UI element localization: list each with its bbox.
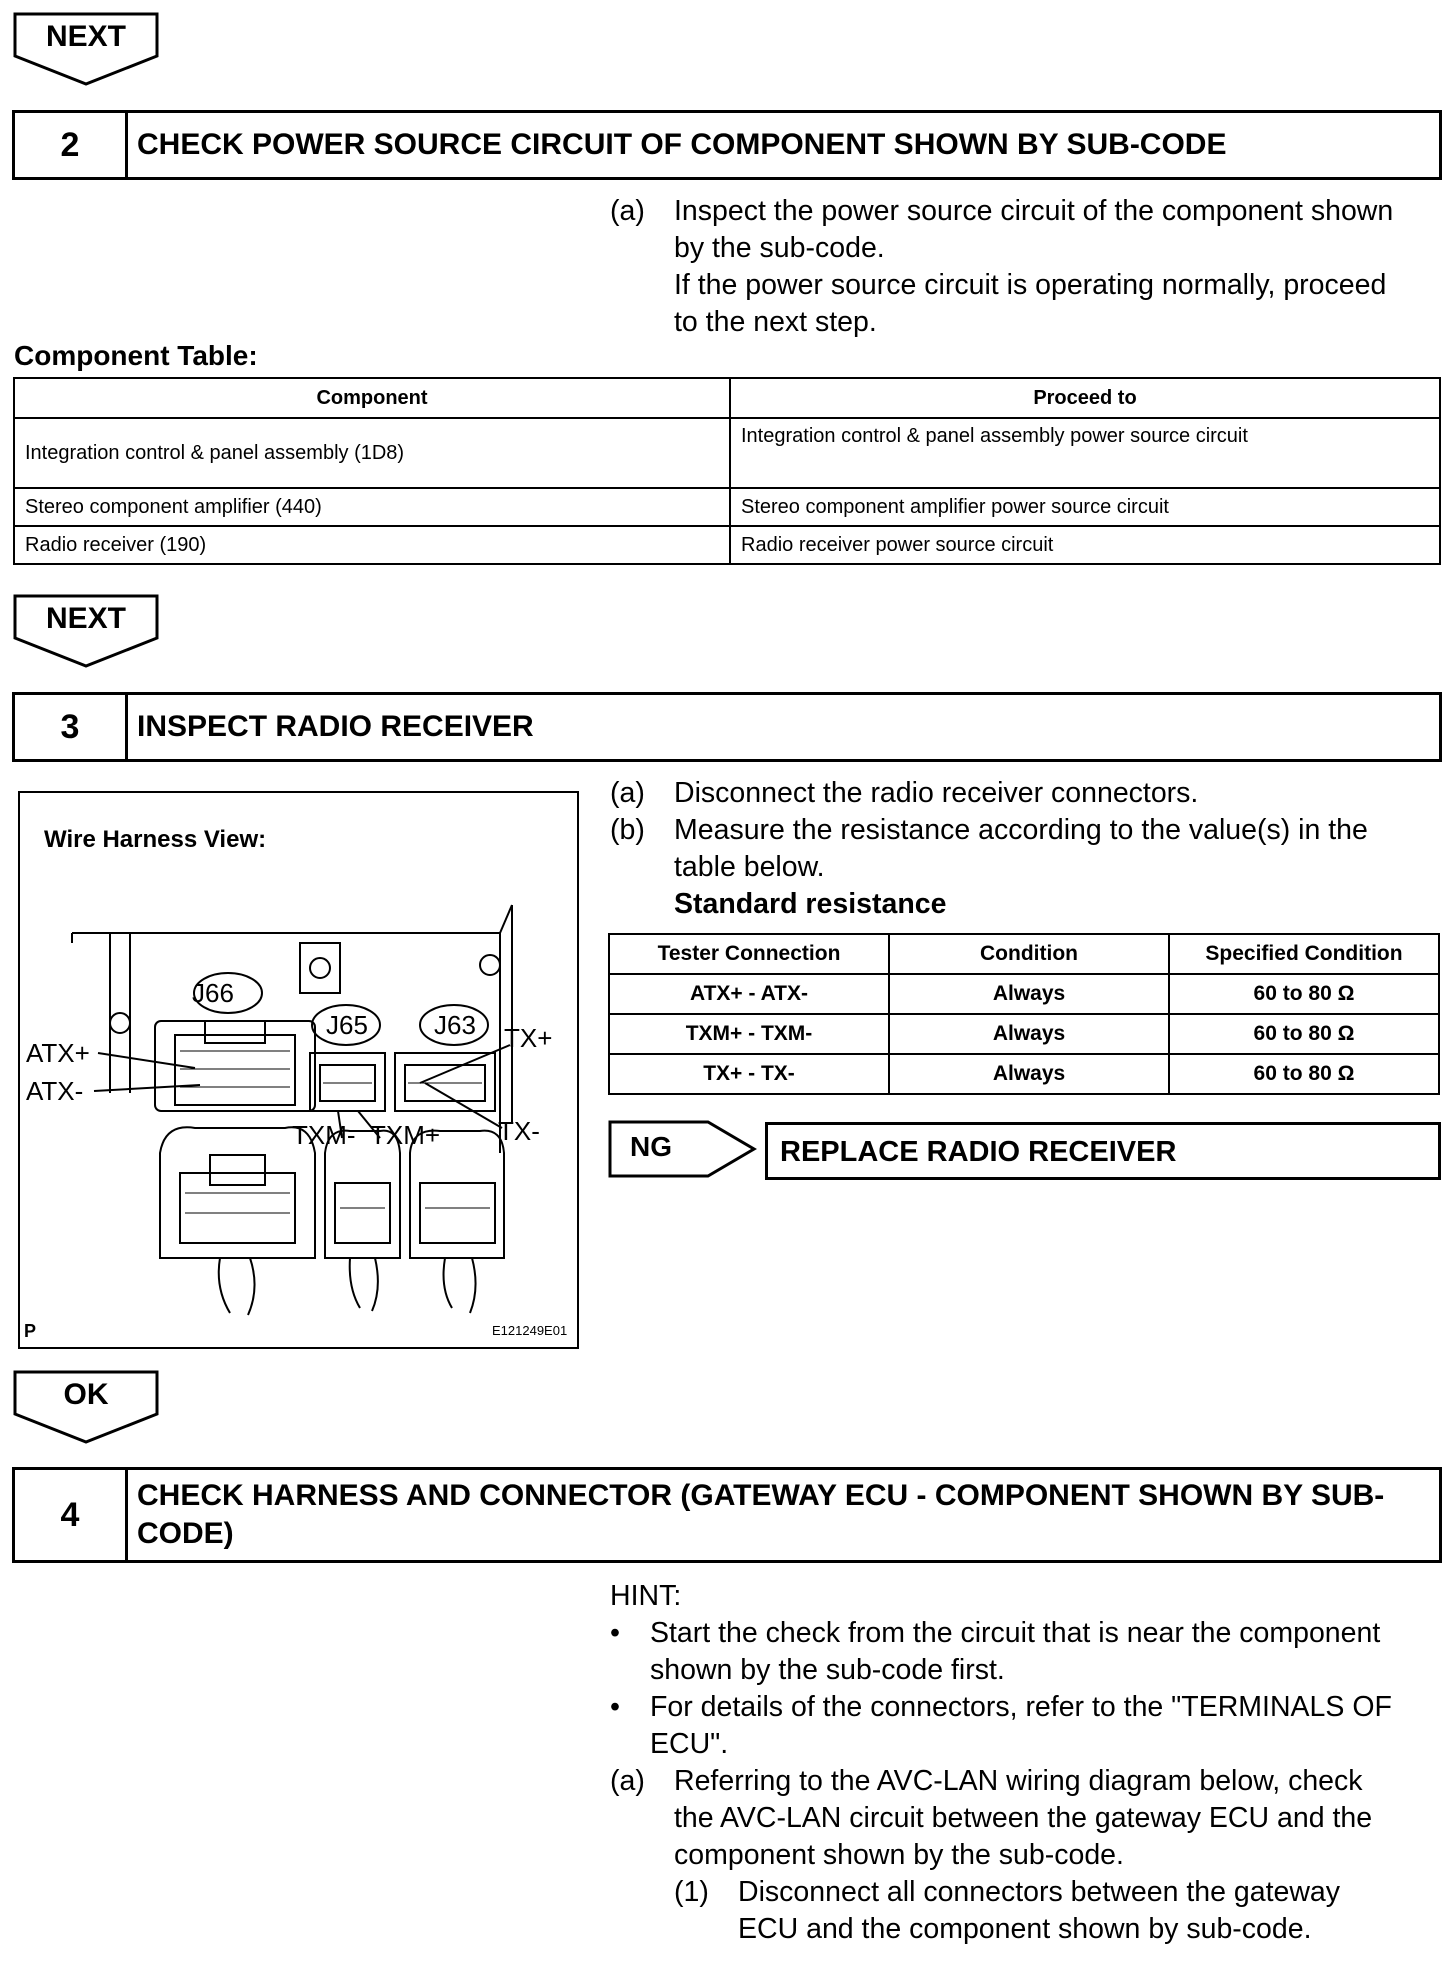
connector-j63-label: J63 — [434, 1010, 476, 1040]
item-text: Measure the resistance according to the value(s) in the — [674, 814, 1368, 846]
pin-tx-minus-label: TX- — [498, 1116, 540, 1146]
step-3-item-b — [610, 812, 1440, 886]
table-row — [14, 488, 1440, 526]
table-row — [609, 1054, 1439, 1094]
pin-atx-minus-label: ATX- — [26, 1076, 84, 1106]
step-2-header — [12, 110, 1442, 180]
pin-txm-plus-label: TXM+ — [370, 1120, 441, 1150]
step-4-instructions — [610, 1578, 1440, 1948]
next-tag-top[interactable] — [13, 12, 159, 86]
item-text: to the next step. — [674, 306, 877, 338]
table-cell: Integration control & panel assembly power source circuit — [730, 418, 1440, 488]
table-cell: Always — [889, 974, 1169, 1014]
radio-receiver-drawing — [20, 793, 577, 1347]
step-3-header — [12, 692, 1442, 762]
item-text: Referring to the AVC-LAN wiring diagram below, check — [674, 1765, 1363, 1797]
table-cell: 60 to 80 Ω — [1169, 1054, 1439, 1094]
next-tag-label: NEXT — [45, 602, 126, 635]
table-row — [14, 526, 1440, 564]
item-text: the AVC-LAN circuit between the gateway ECU and the — [674, 1802, 1373, 1834]
connector-j65-label: J65 — [326, 1010, 368, 1040]
ng-tag-label: NG — [630, 1131, 672, 1162]
step-4-header — [12, 1467, 1442, 1563]
step-number: 3 — [15, 695, 128, 759]
hint-bullet-1 — [610, 1615, 1440, 1689]
item-text: Disconnect all connectors between the gateway — [738, 1876, 1341, 1908]
table-row — [609, 1014, 1439, 1054]
pin-atx-plus-label: ATX+ — [26, 1038, 90, 1068]
step-number: 2 — [15, 113, 128, 177]
column-header: Specified Condition — [1169, 934, 1439, 974]
step-3-instructions — [610, 775, 1440, 923]
bullet-icon: • — [610, 1617, 620, 1649]
pin-tx-plus-label: TX+ — [504, 1023, 553, 1053]
item-label: (a) — [610, 1765, 645, 1797]
table-cell: TX+ - TX- — [609, 1054, 889, 1094]
ok-tag[interactable] — [13, 1370, 159, 1444]
figure-title: Wire Harness View: — [44, 826, 267, 853]
step-title-line: CODE) — [137, 1517, 234, 1550]
table-cell: Stereo component amplifier (440) — [14, 488, 730, 526]
table-cell: TXM+ - TXM- — [609, 1014, 889, 1054]
bullet-text: Start the check from the circuit that is near the component — [650, 1617, 1381, 1649]
item-text: table below. — [674, 851, 825, 883]
item-text: Inspect the power source circuit of the component shown — [674, 195, 1394, 227]
connector-j66-label: J66 — [192, 978, 234, 1008]
step-title-line: CHECK HARNESS AND CONNECTOR (GATEWAY ECU - COMPONENT SHOWN BY SUB- — [137, 1479, 1385, 1512]
wire-harness-figure — [18, 791, 579, 1349]
hint-label: HINT: — [610, 1580, 682, 1612]
step-number: 4 — [15, 1470, 128, 1560]
table-cell: ATX+ - ATX- — [609, 974, 889, 1014]
component-table-caption: Component Table: — [14, 340, 258, 371]
table-row — [609, 974, 1439, 1014]
table-cell: Radio receiver power source circuit — [730, 526, 1440, 564]
step-title: CHECK POWER SOURCE CIRCUIT OF COMPONENT SHOWN BY SUB-CODE — [137, 128, 1227, 161]
table-cell: Always — [889, 1014, 1169, 1054]
table-cell: 60 to 80 Ω — [1169, 1014, 1439, 1054]
figure-corner-mark: P — [24, 1321, 37, 1341]
bullet-text: shown by the sub-code first. — [650, 1654, 1005, 1686]
table-header-row — [14, 378, 1440, 418]
item-text: by the sub-code. — [674, 232, 885, 264]
table-cell: 60 to 80 Ω — [1169, 974, 1439, 1014]
item-text: Disconnect the radio receiver connectors. — [674, 777, 1199, 809]
item-text: component shown by the sub-code. — [674, 1839, 1124, 1871]
table-cell: Always — [889, 1054, 1169, 1094]
ng-action-text: REPLACE RADIO RECEIVER — [780, 1136, 1177, 1168]
item-label: (b) — [610, 814, 645, 846]
item-label: (a) — [610, 777, 645, 809]
pin-txm-minus-label: TXM- — [292, 1120, 356, 1150]
next-tag-middle[interactable] — [13, 594, 159, 668]
table-cell: Radio receiver (190) — [14, 526, 730, 564]
item-text: If the power source circuit is operating normally, proceed — [674, 269, 1387, 301]
column-header: Component — [14, 378, 730, 418]
table-row — [14, 418, 1440, 488]
hint-bullet-2 — [610, 1689, 1440, 1763]
column-header: Proceed to — [730, 378, 1440, 418]
next-tag-label: NEXT — [45, 20, 126, 53]
table-header-row — [609, 934, 1439, 974]
step-title: INSPECT RADIO RECEIVER — [137, 710, 534, 743]
bullet-icon: • — [610, 1691, 620, 1723]
table-cell: Stereo component amplifier power source circuit — [730, 488, 1440, 526]
item-text: ECU and the component shown by sub-code. — [738, 1913, 1312, 1945]
column-header: Condition — [889, 934, 1169, 974]
step-4-item-1 — [610, 1874, 1440, 1948]
ok-tag-label: OK — [63, 1378, 109, 1411]
ng-tag[interactable] — [608, 1120, 758, 1178]
standard-resistance-title: Standard resistance — [674, 888, 947, 920]
table-cell: Integration control & panel assembly (1D8) — [14, 418, 730, 488]
resistance-table — [608, 933, 1440, 1095]
component-table — [13, 377, 1441, 565]
item-label: (a) — [610, 195, 645, 227]
bullet-text: ECU". — [650, 1728, 729, 1760]
ng-action-box — [765, 1122, 1441, 1180]
bullet-text: For details of the connectors, refer to the "TERMINALS OF — [650, 1691, 1392, 1723]
figure-code: E121249E01 — [492, 1323, 568, 1338]
step-3-item-a — [610, 775, 1440, 812]
step-4-item-a — [610, 1763, 1440, 1874]
item-label: (1) — [674, 1876, 709, 1908]
column-header: Tester Connection — [609, 934, 889, 974]
